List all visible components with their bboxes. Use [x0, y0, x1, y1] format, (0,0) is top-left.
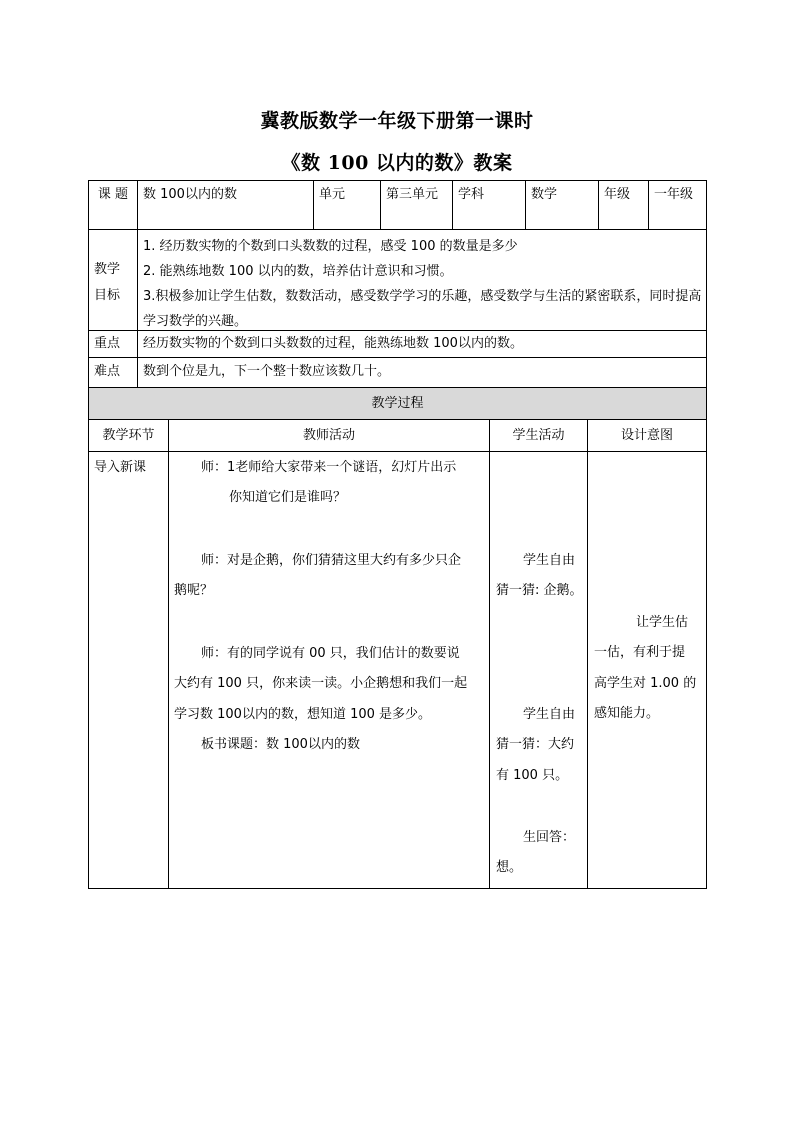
grade-value: 一年级 [649, 181, 707, 230]
student-s1b: 猜一猜: 企鹅。 [496, 583, 583, 598]
header-teacher: 教师活动 [169, 420, 490, 452]
intent-i3: 高学生对 1.00 的 [594, 676, 697, 691]
student-s2c: 有 100 只。 [496, 768, 569, 783]
label-unit: 单元 [314, 181, 381, 230]
label-grade: 年级 [599, 181, 649, 230]
label-difficulty: 难点 [89, 358, 138, 387]
header-stage: 教学环节 [89, 420, 169, 452]
label-goals-line-1: 教学 [94, 262, 121, 277]
teacher-p2b: 鹅呢？ [174, 583, 214, 598]
teacher-p1a: 师：1老师给大家带来一个谜语，幻灯片出示 [201, 460, 457, 475]
label-key-point: 重点 [89, 331, 138, 358]
intent-i4: 感知能力。 [594, 706, 660, 721]
student-s3b: 想。 [496, 860, 523, 875]
intent-i2: 一估，有利于提 [594, 645, 686, 660]
student-s2b: 猜一猜：大约 [496, 737, 575, 752]
topic-value: 数 100以内的数 [138, 181, 314, 230]
label-goals-line-2: 目标 [94, 288, 121, 303]
title-line-2: 《数 100 以内的数》教案 [281, 152, 513, 174]
subject-value: 数学 [526, 181, 599, 230]
intent-cell [588, 452, 706, 888]
teacher-p2a: 师：对是企鹅，你们猜猜这里大约有多少只企 [201, 553, 462, 568]
student-s3a: 生回答： [523, 830, 576, 845]
teacher-p3b: 大约有 100 只，你来读一读。小企鹅想和我们一起 [174, 676, 468, 691]
goal-item-1: 1. 经历数实物的个数到口头数数的过程，感受 100 的数量是多少 [143, 239, 518, 254]
student-s1a: 学生自由 [523, 553, 576, 568]
label-subject: 学科 [453, 181, 526, 230]
label-goals [89, 230, 138, 331]
goal-item-2: 2. 能熟练地数 100 以内的数，培养估计意识和习惯。 [143, 264, 453, 279]
teaching-process-table [88, 387, 707, 889]
header-intent: 设计意图 [588, 420, 706, 452]
student-s2a: 学生自由 [523, 707, 576, 722]
teacher-p3c: 学习数 100以内的数，想知道 100 是多少。 [174, 707, 432, 722]
key-point-text: 经历数实物的个数到口头数数的过程，能熟练地数 100以内的数。 [138, 331, 707, 358]
teacher-p4: 板书课题：数 100以内的数 [201, 737, 360, 752]
student-cell [490, 452, 588, 888]
teacher-p1b: 你知道它们是谁吗？ [229, 490, 347, 505]
difficulty-text: 数到个位是九，下一个整十数应该数几十。 [143, 364, 391, 379]
lesson-info-table [88, 180, 707, 388]
label-topic: 课 题 [89, 181, 138, 230]
title-line-1: 冀教版数学一年级下册第一课时 [260, 110, 534, 132]
header-student: 学生活动 [490, 420, 588, 452]
stage-label: 导入新课 [94, 460, 147, 475]
unit-value: 第三单元 [381, 181, 453, 230]
process-title: 教学过程 [89, 388, 706, 420]
goal-item-3: 3.积极参加让学生估数，数数活动，感受数学学习的乐趣，感受数学与生活的紧密联系，同时提高学习数学的兴趣。 [143, 289, 702, 329]
stage-cell [89, 452, 169, 888]
teacher-cell [169, 452, 490, 888]
teacher-p3a: 师：有的同学说有 00 只，我们估计的数要说 [201, 646, 460, 661]
goals-content [138, 230, 707, 331]
intent-i1: 让学生估 [636, 615, 689, 630]
